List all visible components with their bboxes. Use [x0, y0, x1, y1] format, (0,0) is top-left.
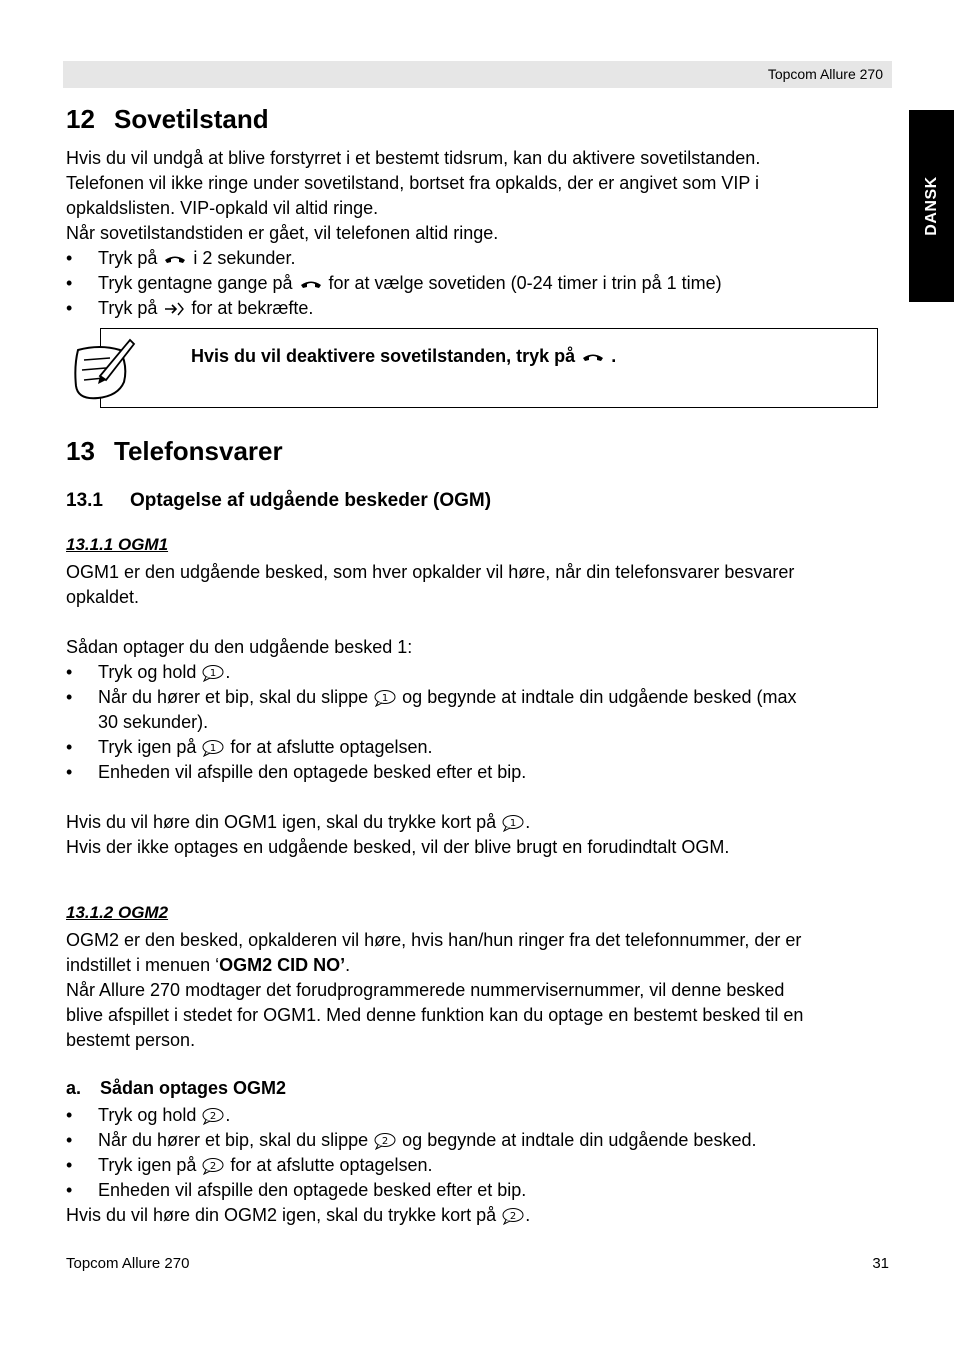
- list-item-text: for at bekræfte.: [191, 298, 314, 318]
- section-12-heading: [66, 104, 269, 135]
- svg-text:2: 2: [510, 1211, 517, 1223]
- list-item-text: .: [225, 662, 231, 682]
- paragraph-line: bestemt person.: [66, 1030, 196, 1050]
- svg-text:2: 2: [381, 1136, 389, 1148]
- paragraph-line: OGM2 er den besked, opkalderen vil høre, hvis han/hun ringer fra det telefonnummer, der er: [66, 930, 802, 950]
- bullet: •: [66, 248, 73, 268]
- section-12-title: Sovetilstand: [114, 104, 269, 134]
- paragraph-line: opkaldet.: [66, 587, 140, 607]
- text-part: Hvis du vil høre din OGM1 igen, skal du trykke kort på: [66, 812, 497, 832]
- paragraph-line: Hvis der ikke optages en udgående besked, vil der blive brugt en forudindtalt OGM.: [66, 837, 730, 857]
- section-13-1-heading: [66, 490, 491, 512]
- paragraph-line: opkaldslisten. VIP-opkald vil altid ringe.: [66, 198, 379, 218]
- list-item-text: for at afslutte optagelsen.: [230, 737, 433, 757]
- ogm1-key-icon: [201, 739, 225, 757]
- section-13-1-title: Optagelse af udgående beskeder (OGM): [130, 490, 492, 511]
- ogm2-replay: [66, 1203, 896, 1228]
- list-item-text: .: [225, 1105, 231, 1125]
- ogm2-subheading: [66, 1078, 286, 1099]
- paragraph-line: Når sovetilstandstiden er gået, vil telefonen altid ringe.: [66, 223, 499, 243]
- header-title: Topcom Allure 270: [767, 66, 883, 82]
- ogm2-key-icon: [373, 1132, 397, 1150]
- list-item-text: Tryk på: [98, 248, 158, 268]
- list-item-text: for at vælge sovetiden (0-24 timer i trin på 1 time): [328, 273, 722, 293]
- note-text: [191, 346, 616, 367]
- list-item-text: Enheden vil afspille den optagede besked efter et bip.: [98, 1180, 527, 1200]
- list-item-text: Tryk og hold: [98, 1105, 197, 1125]
- section-13-1-number: 13.1: [66, 490, 103, 511]
- menu-name: OGM2 CID NO’: [219, 955, 346, 975]
- list-item-text: og begynde at indtale din udgående besked.: [402, 1130, 757, 1150]
- ogm1-heading: 13.1.1 OGM1: [66, 535, 169, 554]
- ogm2-key-icon: [501, 1207, 525, 1225]
- bullet: •: [66, 662, 73, 682]
- svg-text:1: 1: [510, 818, 517, 830]
- ogm1-how-to: Sådan optager du den udgående besked 1:: [66, 637, 413, 657]
- ogm2-heading: 13.1.2 OGM2: [66, 903, 169, 922]
- note-pencil-icon: [70, 336, 136, 406]
- bullet: •: [66, 737, 73, 757]
- subheading-letter: a.: [66, 1078, 82, 1098]
- footer-title: Topcom Allure 270: [66, 1255, 190, 1272]
- bullet: •: [66, 762, 73, 782]
- list-item-text: Tryk igen på: [98, 1155, 197, 1175]
- text-part: Hvis du vil høre din OGM2 igen, skal du trykke kort på: [66, 1205, 497, 1225]
- section-13-heading: [66, 436, 283, 467]
- language-tab: [909, 110, 954, 302]
- ogm1-replay: [66, 810, 896, 860]
- bullet: •: [66, 687, 73, 707]
- paragraph-line: Når Allure 270 modtager det forudprogrammerede nummervisernummer, vil denne besked: [66, 980, 785, 1000]
- bullet: •: [66, 298, 73, 318]
- list-item-text: Enheden vil afspille den optagede besked efter et bip.: [98, 762, 527, 782]
- phone-hang-icon: [298, 276, 324, 292]
- svg-text:1: 1: [381, 693, 389, 705]
- bullet: •: [66, 1130, 73, 1150]
- ogm2-intro: [66, 928, 896, 1053]
- text-part: indstillet i menuen ‘: [66, 955, 220, 975]
- note-box: [100, 328, 878, 408]
- bullet: •: [66, 273, 73, 293]
- section-13-title: Telefonsvarer: [114, 436, 283, 466]
- paragraph-line: OGM1 er den udgående besked, som hver opkalder vil høre, når din telefonsvarer besvarer: [66, 562, 795, 582]
- svg-text:1: 1: [210, 668, 217, 680]
- section-12-number: 12: [66, 104, 95, 134]
- page-number: 31: [872, 1255, 889, 1272]
- phone-hang-icon: [580, 349, 606, 365]
- list-item-text: Tryk og hold: [98, 662, 197, 682]
- bullet: •: [66, 1180, 73, 1200]
- ogm1-key-icon: [201, 664, 225, 682]
- ogm1-key-icon: [501, 814, 525, 832]
- text-part: .: [345, 955, 351, 975]
- list-item-text: og begynde at indtale din udgående besked (max: [402, 687, 797, 707]
- svg-text:2: 2: [210, 1161, 217, 1173]
- text-part: .: [525, 812, 531, 832]
- section-12-intro: [66, 146, 896, 246]
- note-text-part: Hvis du vil deaktivere sovetilstanden, tryk på: [191, 346, 576, 366]
- ogm1-key-icon: [373, 689, 397, 707]
- paragraph-line: [66, 810, 896, 835]
- section-13-number: 13: [66, 436, 95, 466]
- paragraph-line: [66, 953, 896, 978]
- list-item-text: Når du hører et bip, skal du slippe: [98, 687, 369, 707]
- list-item-text: Tryk på: [98, 298, 158, 318]
- list-item-text: Når du hører et bip, skal du slippe: [98, 1130, 369, 1150]
- svg-text:1: 1: [210, 743, 217, 755]
- language-tab-label: DANSK: [922, 176, 940, 236]
- ogm2-key-icon: [201, 1107, 225, 1125]
- list-item-text: i 2 sekunder.: [193, 248, 296, 268]
- subheading-title: Sådan optages OGM2: [100, 1078, 287, 1098]
- paragraph-line: Telefonen vil ikke ringe under sovetilstand, bortset fra opkalds, der er angivet som VIP i: [66, 173, 760, 193]
- ogm2-key-icon: [201, 1157, 225, 1175]
- text-part: .: [525, 1205, 531, 1225]
- confirm-arrow-icon: [162, 300, 186, 318]
- note-text-part: .: [611, 346, 617, 366]
- svg-text:2: 2: [210, 1111, 217, 1123]
- ogm1-intro: [66, 560, 896, 610]
- list-item-text: 30 sekunder).: [98, 712, 209, 732]
- bullet: •: [66, 1155, 73, 1175]
- paragraph-line: blive afspillet i stedet for OGM1. Med denne funktion kan du optage en bestemt besked til en: [66, 1005, 804, 1025]
- list-item-text: Tryk gentagne gange på: [98, 273, 293, 293]
- phone-hang-icon: [162, 251, 188, 267]
- paragraph-line: Hvis du vil undgå at blive forstyrret i et bestemt tidsrum, kan du aktivere sovetilstanden.: [66, 148, 761, 168]
- list-item-text: Tryk igen på: [98, 737, 197, 757]
- list-item-text: for at afslutte optagelsen.: [230, 1155, 433, 1175]
- bullet: •: [66, 1105, 73, 1125]
